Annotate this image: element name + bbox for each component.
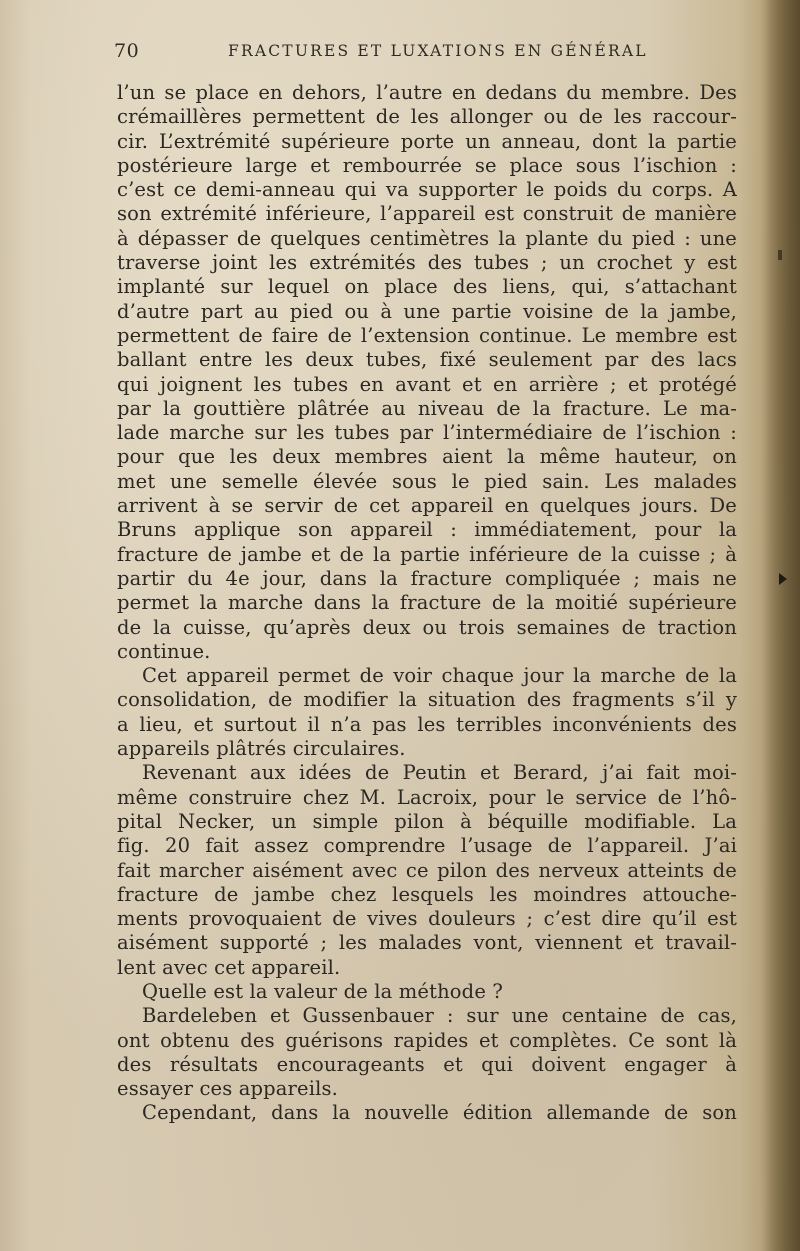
text-line: arrivent à se servir de cet appareil en quelques jours. De (117, 494, 737, 518)
text-line: ont obtenu des guérisons rapides et complètes. Ce sont là (117, 1028, 737, 1052)
page-number: 70 (114, 40, 140, 62)
text-line: met une semelle élevée sous le pied sain. Les malades (117, 469, 737, 493)
text-line: partir du 4e jour, dans la fracture compliquée ; mais ne (117, 566, 737, 590)
text-line: d’autre part au pied ou à une partie voisine de la jambe, (117, 299, 737, 323)
text-line: par la gouttière plâtrée au niveau de la fracture. Le ma- (117, 396, 737, 420)
text-line: permettent de faire de l’extension continue. Le membre est (117, 323, 737, 347)
text-line: Bardeleben et Gussenbauer : sur une centaine de cas, (142, 1004, 737, 1028)
margin-mark (778, 250, 782, 260)
text-line: cir. L’extrémité supérieure porte un anneau, dont la partie (117, 129, 737, 153)
text-line: pour que les deux membres aient la même hauteur, on (117, 445, 737, 469)
text-line: ballant entre les deux tubes, fixé seulement par des lacs (117, 348, 737, 372)
text-line: Quelle est la valeur de la méthode ? (142, 979, 503, 1003)
text-line: crémaillères permettent de les allonger ou de les raccour- (117, 105, 737, 129)
text-line: essayer ces appareils. (117, 1077, 338, 1101)
body-text (117, 81, 737, 1126)
text-line: consolidation, de modifier la situation des fragments s’il y (117, 688, 737, 712)
text-line: ments provoquaient de vives douleurs ; c’est dire qu’il est (117, 907, 737, 931)
page-header (114, 40, 648, 66)
text-line: appareils plâtrés circulaires. (117, 737, 406, 761)
text-line: lade marche sur les tubes par l’intermédiaire de l’ischion : (117, 421, 737, 445)
running-head: FRACTURES ET LUXATIONS EN GÉNÉRAL (228, 42, 648, 60)
text-line: même construire chez M. Lacroix, pour le service de l’hô- (117, 785, 737, 809)
text-line: Cependant, dans la nouvelle édition allemande de son (142, 1101, 737, 1125)
text-line: postérieure large et rembourrée se place sous l’ischion : (117, 153, 737, 177)
page-gutter-shadow (760, 0, 800, 1251)
text-line: l’un se place en dehors, l’autre en dedans du membre. Des (117, 81, 737, 104)
text-line: qui joignent les tubes en avant et en arrière ; et protégé (117, 372, 737, 396)
text-line: Bruns applique son appareil : immédiatement, pour la (117, 518, 737, 542)
text-line: fracture de jambe et de la partie inférieure de la cuisse ; à (117, 542, 737, 566)
text-line: pital Necker, un simple pilon à béquille modifiable. La (117, 809, 737, 833)
text-line: de la cuisse, qu’après deux ou trois semaines de traction (117, 615, 737, 639)
text-line: Cet appareil permet de voir chaque jour la marche de la (142, 664, 737, 688)
text-line: à dépasser de quelques centimètres la plante du pied : une (117, 226, 737, 250)
text-line: implanté sur lequel on place des liens, qui, s’attachant (117, 275, 737, 299)
text-line: Revenant aux idées de Peutin et Berard, j’ai fait moi- (142, 761, 737, 785)
text-line: son extrémité inférieure, l’appareil est construit de manière (117, 202, 737, 226)
text-line: des résultats encourageants et qui doivent engager à (117, 1052, 737, 1076)
text-line: fracture de jambe chez lesquels les moindres attouche- (117, 882, 737, 906)
text-line: fait marcher aisément avec ce pilon des nerveux atteints de (117, 858, 737, 882)
text-line: permet la marche dans la fracture de la moitié supérieure (117, 591, 737, 615)
text-line: traverse joint les extrémités des tubes ; un crochet y est (117, 251, 737, 275)
text-line: fig. 20 fait assez comprendre l’usage de l’appareil. J’ai (117, 834, 737, 858)
text-line: c’est ce demi-anneau qui va supporter le poids du corps. A (117, 178, 737, 202)
text-line: continue. (117, 639, 211, 663)
text-line: a lieu, et surtout il n’a pas les terribles inconvénients des (117, 712, 737, 736)
text-line: lent avec cet appareil. (117, 955, 341, 979)
margin-arrow-icon (779, 573, 787, 585)
text-line: aisément supporté ; les malades vont, viennent et travail- (117, 931, 737, 955)
